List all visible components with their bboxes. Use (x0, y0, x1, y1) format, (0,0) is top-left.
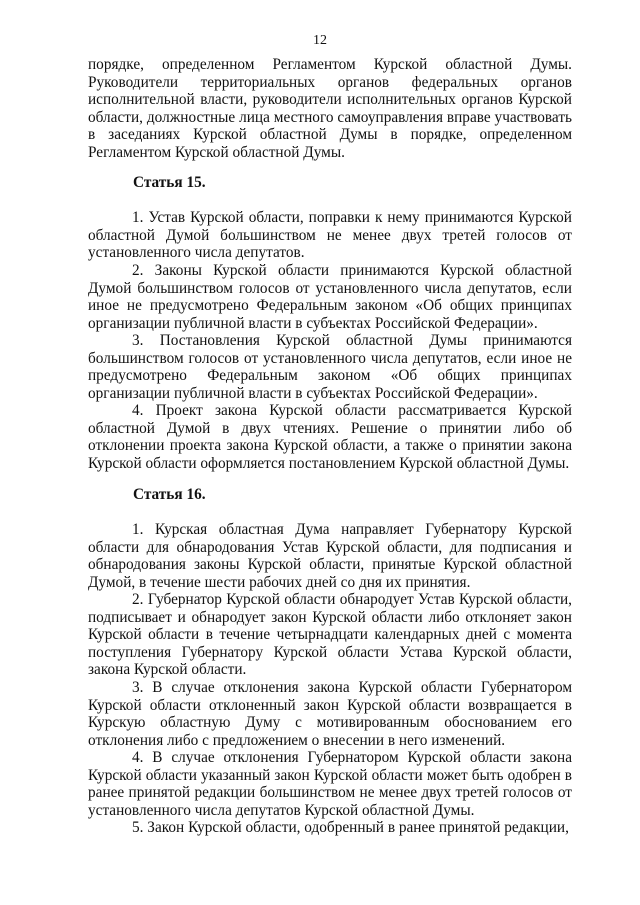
article-15-paragraph-1: 1. Устав Курской области, поправки к нему принимаются Курской областной Думой большинством не менее двух третей голосов от установленного числа депутатов. (88, 209, 572, 262)
page-number: 12 (313, 33, 327, 48)
article-15-heading: Статья 15. (133, 174, 206, 191)
article-15-paragraph-3: 3. Постановления Курской областной Думы принимаются большинством голосов от установленного числа депутатов, если иное не предусмотрено Федеральным законом «Об общих принципах организации публичной власти в субъектах Российской Федерации». (88, 332, 572, 402)
intro-paragraph: порядке, определенном Регламентом Курской областной Думы. Руководители территориальных органов федеральных органов исполнительной власти, руководители исполнительных органов Курской области, должностные лица местного самоуправления вправе участвовать в заседаниях Курской областной Думы в порядке, определенном Регламентом Курской областной Думы. (88, 56, 572, 161)
article-16-paragraph-5: 5. Закон Курской области, одобренный в ранее принятой редакции, (132, 819, 569, 836)
article-15-paragraph-2: 2. Законы Курской области принимаются Курской областной Думой большинством голосов от установленного числа депутатов, если иное не предусмотрено Федеральным законом «Об общих принципах организации публичной власти в субъектах Российской Федерации». (88, 262, 572, 332)
article-16-paragraph-3: 3. В случае отклонения закона Курской области Губернатором Курской области отклоненный закон Курской области возвращается в Курскую областную Думу с мотивированным обоснованием его отклонения либо с предложением о внесении в него изменений. (88, 679, 572, 749)
article-16-paragraph-2: 2. Губернатор Курской области обнародует Устав Курской области, подписывает и обнародует закон Курской области либо отклоняет закон Курской области в течение четырнадцати календарных дней с момента поступления Губернатору Курской области Устава Курской области, закона Курской области. (88, 591, 572, 679)
article-16-heading: Статья 16. (133, 486, 206, 503)
article-15-paragraph-4: 4. Проект закона Курской области рассматривается Курской областной Думой в двух чтениях. Решение о принятии либо об отклонении проекта закона Курской области, а также о принятии закона Курской области оформляется постановлением Курской областной Думы. (88, 402, 572, 472)
article-16-paragraph-4: 4. В случае отклонения Губернатором Курской области закона Курской области указанный закон Курской области может быть одобрен в ранее принятой редакции большинством не менее двух третей голосов от установленного числа депутатов Курской областной Думы. (88, 749, 572, 819)
article-16-paragraph-1: 1. Курская областная Дума направляет Губернатору Курской области для обнародования Устав Курской области, для подписания и обнародования законы Курской области, принятые Курской областной Думой, в течение шести рабочих дней со дня их принятия. (88, 521, 572, 591)
